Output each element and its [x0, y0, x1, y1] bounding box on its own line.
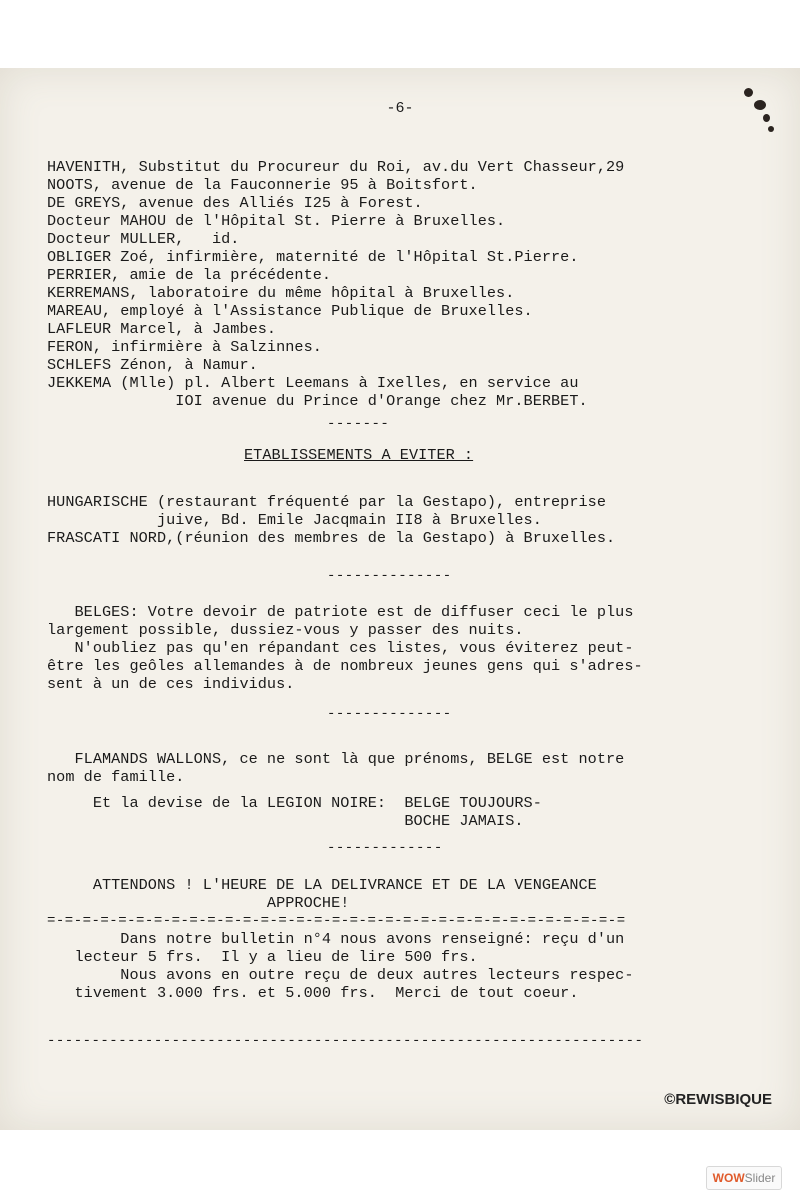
- paragraph-line: lecteur 5 frs. Il y a lieu de lire 500 frs.: [47, 948, 478, 966]
- paragraph-line: largement possible, dussiez-vous y passer des nuits.: [47, 621, 524, 639]
- paragraph-line: sent à un de ces individus.: [47, 675, 295, 693]
- list-item: juive, Bd. Emile Jacqmain II8 à Bruxelles.: [47, 511, 542, 529]
- brand-part-1: WOW: [712, 1171, 745, 1185]
- list-item: Docteur MAHOU de l'Hôpital St. Pierre à Bruxelles.: [47, 212, 506, 230]
- paragraph-line: Nous avons en outre reçu de deux autres lecteurs respec-: [47, 966, 634, 984]
- list-item: Docteur MULLER, id.: [47, 230, 240, 248]
- list-item: IOI avenue du Prince d'Orange chez Mr.BERBET.: [47, 392, 588, 410]
- list-item: HAVENITH, Substitut du Procureur du Roi, av.du Vert Chasseur,29: [47, 158, 625, 176]
- separator: --------------: [327, 568, 452, 584]
- paragraph-line: N'oubliez pas qu'en répandant ces listes, vous éviterez peut-: [47, 639, 634, 657]
- closing-line: ATTENDONS ! L'HEURE DE LA DELIVRANCE ET DE LA VENGEANCE: [47, 876, 597, 894]
- copyright-watermark: ©REWISBIQUE: [664, 1091, 772, 1108]
- paragraph-line: BELGES: Votre devoir de patriote est de diffuser ceci le plus: [47, 603, 634, 621]
- paragraph-line: FLAMANDS WALLONS, ce ne sont là que prénoms, BELGE est notre: [47, 750, 625, 768]
- double-rule: =-=-=-=-=-=-=-=-=-=-=-=-=-=-=-=-=-=-=-=-=-=-=-=-=-=-=-=-=-=-=-=-=: [47, 913, 626, 929]
- paragraph-line: nom de famille.: [47, 768, 185, 786]
- list-item: FRASCATI NORD,(réunion des membres de la Gestapo) à Bruxelles.: [47, 529, 616, 547]
- separator: --------------: [327, 706, 452, 722]
- paragraph-line: Dans notre bulletin n°4 nous avons renseigné: reçu d'un: [47, 930, 625, 948]
- closing-line: APPROCHE!: [47, 894, 350, 912]
- paragraph-line: Et la devise de la LEGION NOIRE: BELGE TOUJOURS-: [47, 794, 542, 812]
- list-item: SCHLEFS Zénon, à Namur.: [47, 356, 258, 374]
- bottom-rule: -------------------------------------------------------------------: [47, 1033, 644, 1049]
- page-number: -6-: [386, 100, 414, 117]
- list-item: PERRIER, amie de la précédente.: [47, 266, 332, 284]
- list-item: LAFLEUR Marcel, à Jambes.: [47, 320, 277, 338]
- brand-part-2: Slider: [744, 1171, 776, 1185]
- separator: -------: [327, 416, 390, 432]
- separator: -------------: [327, 840, 443, 856]
- list-item: JEKKEMA (Mlle) pl. Albert Leemans à Ixelles, en service au: [47, 374, 579, 392]
- list-item: NOOTS, avenue de la Fauconnerie 95 à Boitsfort.: [47, 176, 478, 194]
- list-item: OBLIGER Zoé, infirmière, maternité de l'Hôpital St.Pierre.: [47, 248, 579, 266]
- paragraph-line: tivement 3.000 frs. et 5.000 frs. Merci de tout coeur.: [47, 984, 579, 1002]
- list-item: KERREMANS, laboratoire du même hôpital à Bruxelles.: [47, 284, 515, 302]
- document-page: [0, 68, 800, 1130]
- ink-stain: [738, 80, 778, 140]
- list-item: DE GREYS, avenue des Alliés I25 à Forest.: [47, 194, 423, 212]
- paragraph-line: être les geôles allemandes à de nombreux jeunes gens qui s'adres-: [47, 657, 643, 675]
- list-item: FERON, infirmière à Salzinnes.: [47, 338, 322, 356]
- slider-brand-badge: [706, 1166, 782, 1190]
- list-item: MAREAU, employé à l'Assistance Publique de Bruxelles.: [47, 302, 533, 320]
- paragraph-line: BOCHE JAMAIS.: [47, 812, 524, 830]
- section-title: ETABLISSEMENTS A EVITER :: [244, 446, 474, 464]
- list-item: HUNGARISCHE (restaurant fréquenté par la Gestapo), entreprise: [47, 493, 607, 511]
